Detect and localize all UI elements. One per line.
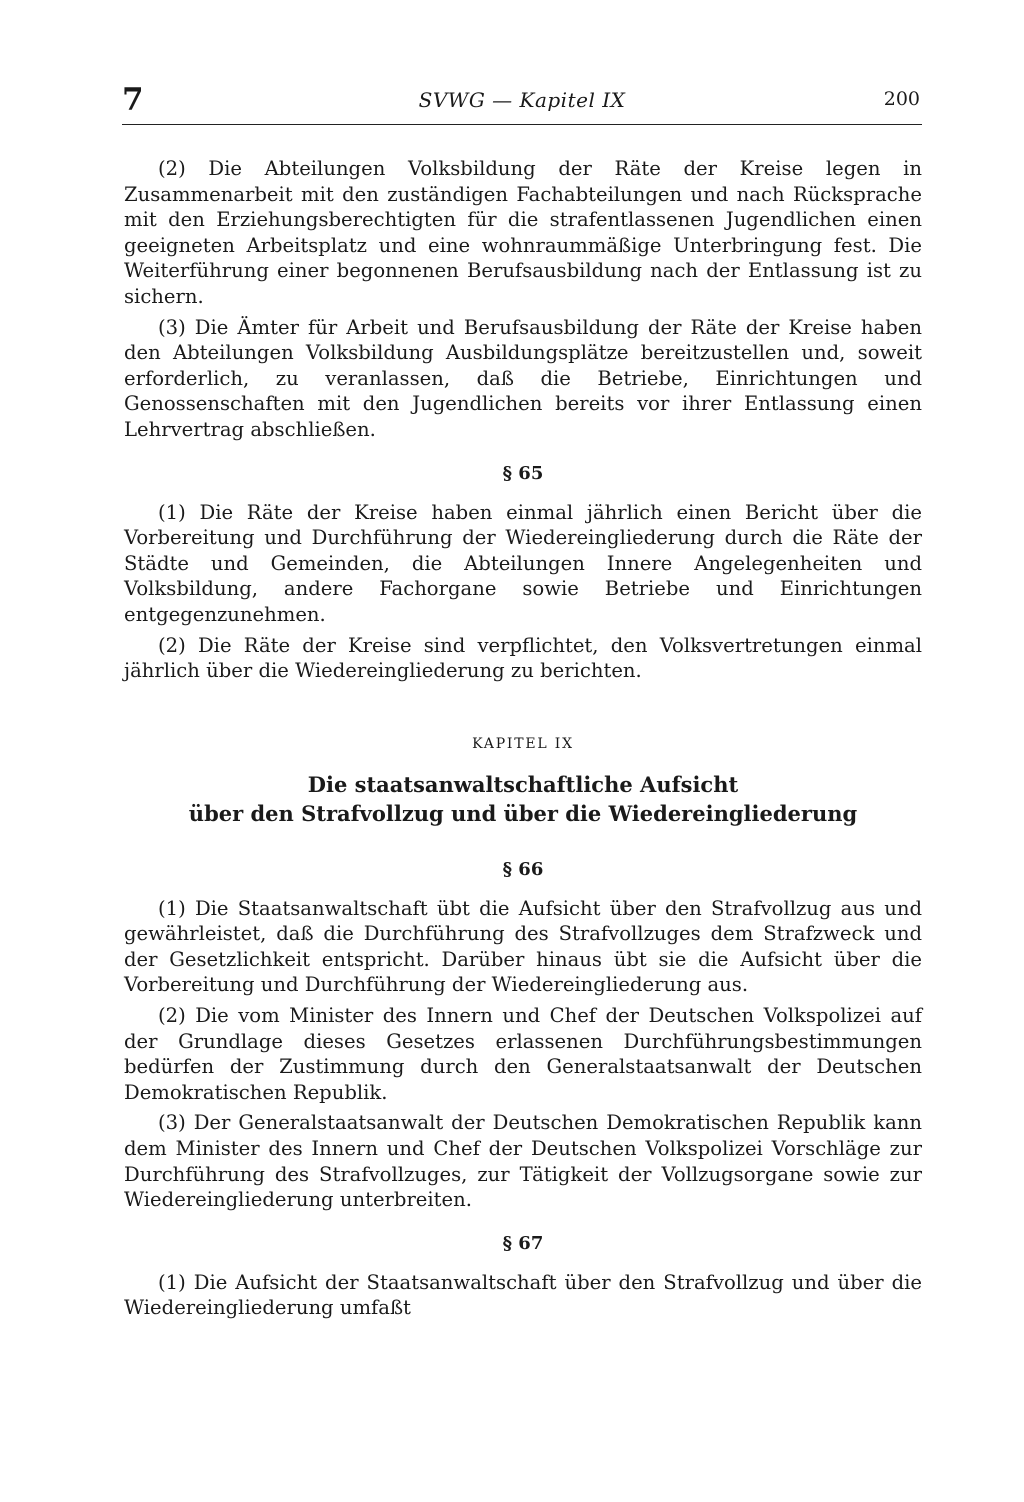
chapter-title-line-2: über den Strafvollzug und über die Wiedereingliederung <box>188 800 858 826</box>
chapter-title <box>124 770 922 828</box>
paragraph-64-3: (3) Die Ämter für Arbeit und Berufsausbildung der Räte der Kreise haben den Abteilungen Volksbildung Ausbildungsplätze bereitzustellen und, soweit erforderlich, zu veranlassen, daß die Betriebe, Einrichtungen und Genossenschaften mit den Jugendlichen bereits vor ihrer Entlassung einen Lehrvertrag abschließen. <box>124 315 922 441</box>
paragraph-67-1: (1) Die Aufsicht der Staatsanwaltschaft über den Strafvollzug und über die Wiedereingliederung umfaßt <box>124 1270 922 1320</box>
running-title: SVWG — Kapitel IX <box>418 88 626 112</box>
page-number: 200 <box>883 88 920 110</box>
section-heading-67: § 67 <box>502 1232 544 1254</box>
section-heading-66: § 66 <box>502 858 544 880</box>
paragraph-66-2: (2) Die vom Minister des Innern und Chef der Deutschen Volkspolizei auf der Grundlage dieses Gesetzes erlassenen Durchführungsbestimmungen bedürfen der Zustimmung durch den Generalstaatsanwalt der Deutschen Demokratischen Republik. <box>124 1004 922 1104</box>
page-body <box>124 156 922 1321</box>
running-header <box>122 84 922 125</box>
paragraph-65-1: (1) Die Räte der Kreise haben einmal jährlich einen Bericht über die Vorbereitung und Durchführung der Wiedereingliederung durch die Räte der Städte und Gemeinden, die Abteilungen Innere Angelegenheiten und Volksbildung, andere Fachorgane sowie Betriebe und Einrichtungen entgegenzunehmen. <box>124 500 922 626</box>
chapter-label: KAPITEL IX <box>472 735 574 752</box>
paragraph-64-2: (2) Die Abteilungen Volksbildung der Räte der Kreise legen in Zusammenarbeit mit den zuständigen Fachabteilungen und nach Rücksprache mit den Erziehungsberechtigten für die strafentlassenen Jugendlichen einen geeigneten Arbeitsplatz und eine wohnraummäßige Unterbringung fest. Die Weiterführung einer begonnenen Berufsausbildung nach der Entlassung ist zu sichern. <box>124 157 922 308</box>
paragraph-66-1: (1) Die Staatsanwaltschaft übt die Aufsicht über den Strafvollzug aus und gewährleistet, daß die Durchführung des Strafvollzuges dem Strafzweck und der Gesetzlichkeit entspricht. Darüber hinaus übt sie die Aufsicht über die Vorbereitung und Durchführung der Wiedereingliederung aus. <box>124 896 922 997</box>
section-heading-65: § 65 <box>502 462 544 484</box>
paragraph-65-2: (2) Die Räte der Kreise sind verpflichtet, den Volksvertretungen einmal jährlich über die Wiedereingliederung zu berichten. <box>124 633 922 683</box>
chapter-title-line-1: Die staatsanwaltschaftliche Aufsicht <box>307 771 739 797</box>
paragraph-66-3: (3) Der Generalstaatsanwalt der Deutschen Demokratischen Republik kann dem Minister des Innern und Chef der Deutschen Volkspolizei Vorschläge zur Durchführung des Strafvollzuges, zur Tätigkeit der Vollzugsorgane sowie zur Wiedereingliederung unterbreiten. <box>124 1111 922 1212</box>
chapter-number: 7 <box>122 82 144 118</box>
